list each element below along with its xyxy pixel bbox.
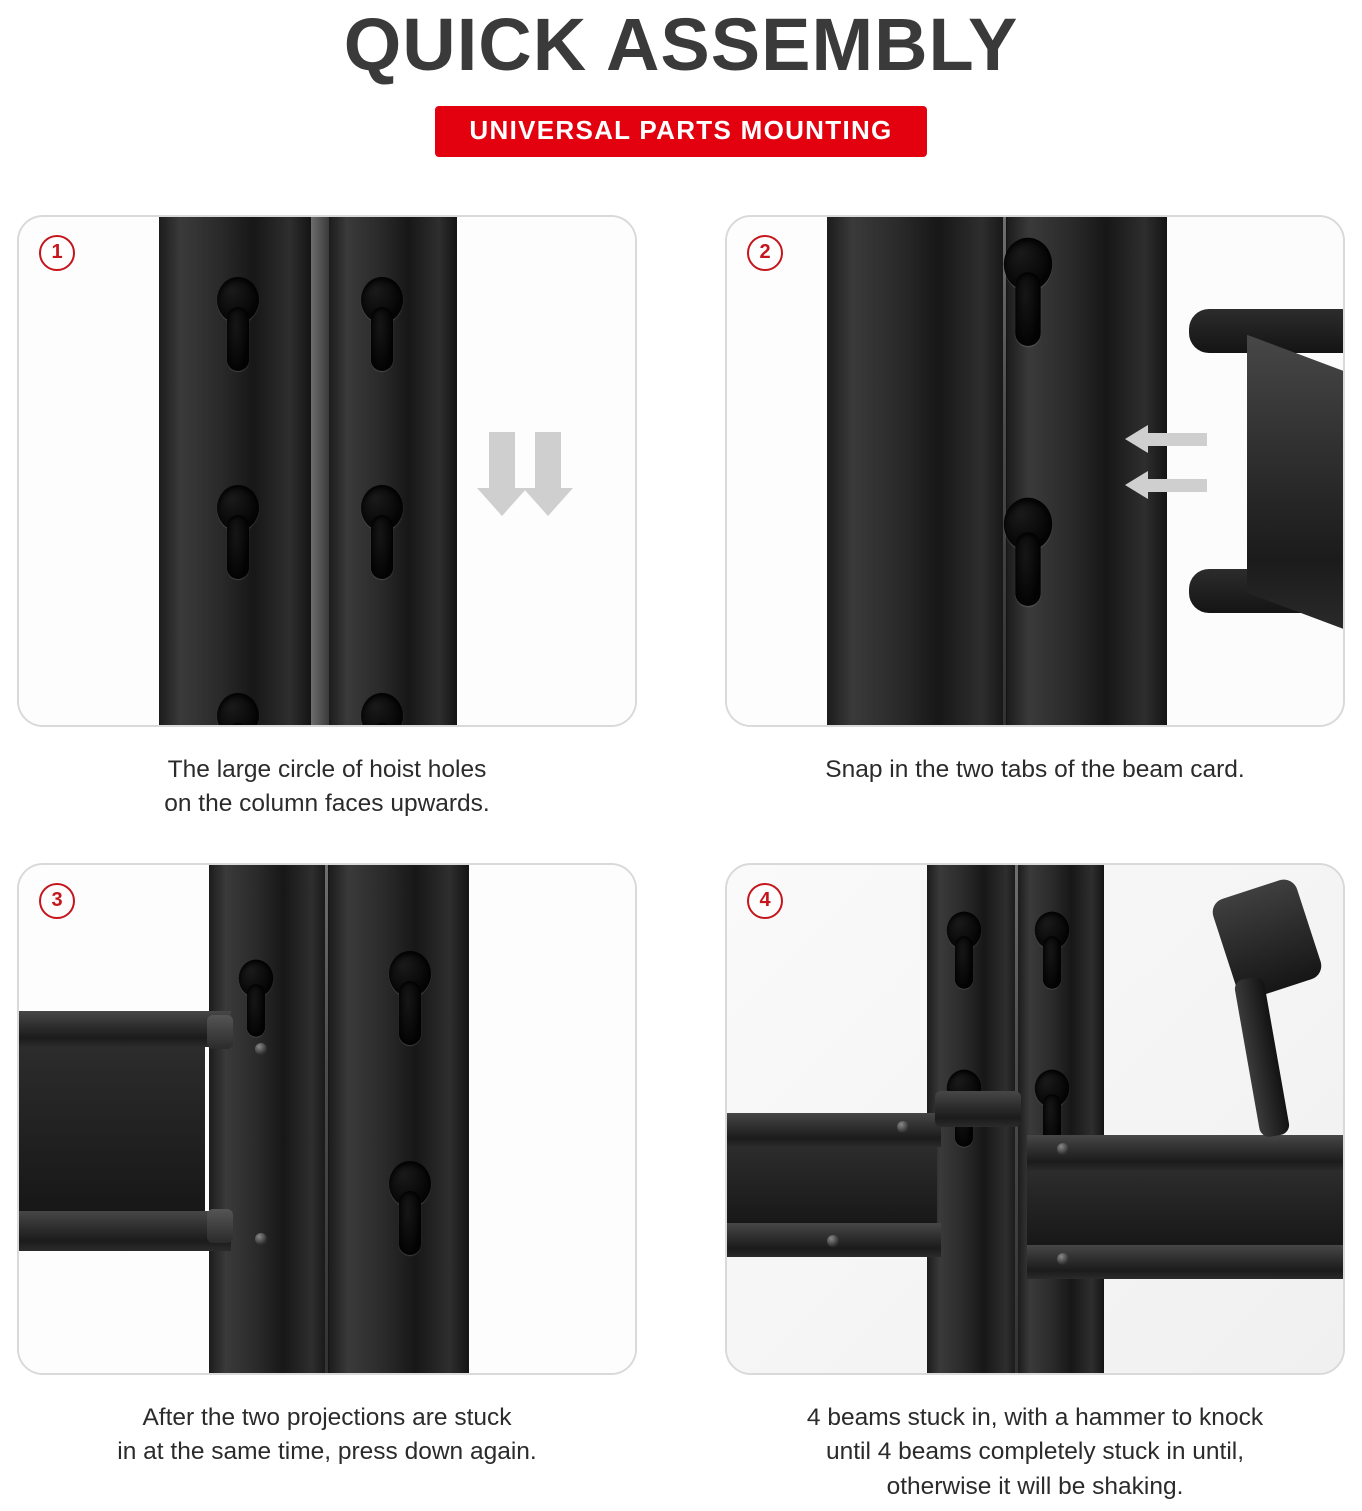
caption-line: until 4 beams completely stuck in until,	[825, 1438, 1245, 1466]
step-caption-3	[117, 1401, 536, 1511]
keyhole-slot	[945, 911, 983, 990]
rivet	[1057, 1143, 1069, 1155]
beam-bottom-flange	[17, 1211, 231, 1251]
caption-line: on the column faces upwards.	[164, 790, 490, 818]
rivet	[255, 1233, 267, 1245]
steps-grid	[0, 215, 1362, 1511]
beam-body	[1247, 335, 1345, 635]
keyhole-slot	[359, 277, 405, 373]
rivet	[827, 1235, 839, 1247]
column-edge-highlight	[325, 863, 328, 1375]
rivet	[897, 1121, 909, 1133]
keyhole-slot	[215, 485, 261, 581]
step-cell-2	[720, 215, 1350, 863]
step-caption-4	[807, 1401, 1263, 1505]
column-face	[209, 863, 329, 1375]
keyhole-slot-engaged	[237, 959, 275, 1038]
subtitle-banner: UNIVERSAL PARTS MOUNTING	[435, 106, 926, 157]
panel2-background-left	[727, 215, 827, 727]
step-image-4	[725, 863, 1345, 1375]
column-side-face	[329, 863, 469, 1375]
down-arrows-icon	[535, 432, 561, 490]
step-badge-2: 2	[747, 235, 783, 271]
step-cell-1	[12, 215, 642, 863]
caption-line: 4 beams stuck in, with a hammer to knock	[806, 1403, 1264, 1431]
step-caption-1	[164, 753, 490, 863]
keyhole-slot	[215, 277, 261, 373]
keyhole-slot	[359, 693, 405, 727]
step-badge-3: 3	[39, 883, 75, 919]
column-edge-highlight	[311, 215, 329, 727]
caption-line: The large circle of hoist holes	[167, 755, 487, 783]
beam-top-flange	[17, 1011, 231, 1047]
keyhole-slot	[1002, 497, 1055, 607]
caption-line: After the two projections are stuck	[142, 1403, 512, 1431]
step-badge-4: 4	[747, 883, 783, 919]
caption-line: in at the same time, press down again.	[117, 1438, 537, 1466]
down-arrows-icon	[489, 432, 515, 490]
page-title: QUICK ASSEMBLY	[343, 3, 1019, 86]
subtitle-banner-wrap	[0, 106, 1362, 157]
keyhole-slot	[1033, 911, 1071, 990]
keyhole-slot	[387, 1161, 433, 1257]
step-image-1	[17, 215, 637, 727]
left-arrows-icon	[1147, 433, 1207, 446]
caption-line: Snap in the two tabs of the beam card.	[825, 755, 1245, 783]
keyhole-slot	[359, 485, 405, 581]
keyhole-slot	[215, 693, 261, 727]
caption-line: otherwise it will be shaking.	[886, 1473, 1184, 1501]
keyhole-slot	[387, 951, 433, 1047]
beam-right-flange	[1027, 1135, 1345, 1171]
beam-left-flange	[725, 1113, 941, 1147]
step-cell-3	[12, 863, 642, 1511]
rivet	[1057, 1253, 1069, 1265]
beam-body	[17, 1047, 205, 1235]
header	[0, 0, 1362, 157]
keyhole-slot	[1002, 237, 1055, 347]
step-badge-1: 1	[39, 235, 75, 271]
column-face	[827, 215, 1007, 727]
rivet	[255, 1043, 267, 1055]
beam-right-bottom	[1027, 1245, 1345, 1279]
step-cell-4	[720, 863, 1350, 1511]
beam-projection-upper	[207, 1015, 233, 1049]
step-caption-2	[825, 753, 1244, 863]
step-image-3	[17, 863, 637, 1375]
left-arrows-icon	[1147, 479, 1207, 492]
step-image-2	[725, 215, 1345, 727]
corner-bracket	[935, 1091, 1021, 1127]
panel3-background-right	[469, 863, 637, 1375]
beam-projection-lower	[207, 1209, 233, 1243]
